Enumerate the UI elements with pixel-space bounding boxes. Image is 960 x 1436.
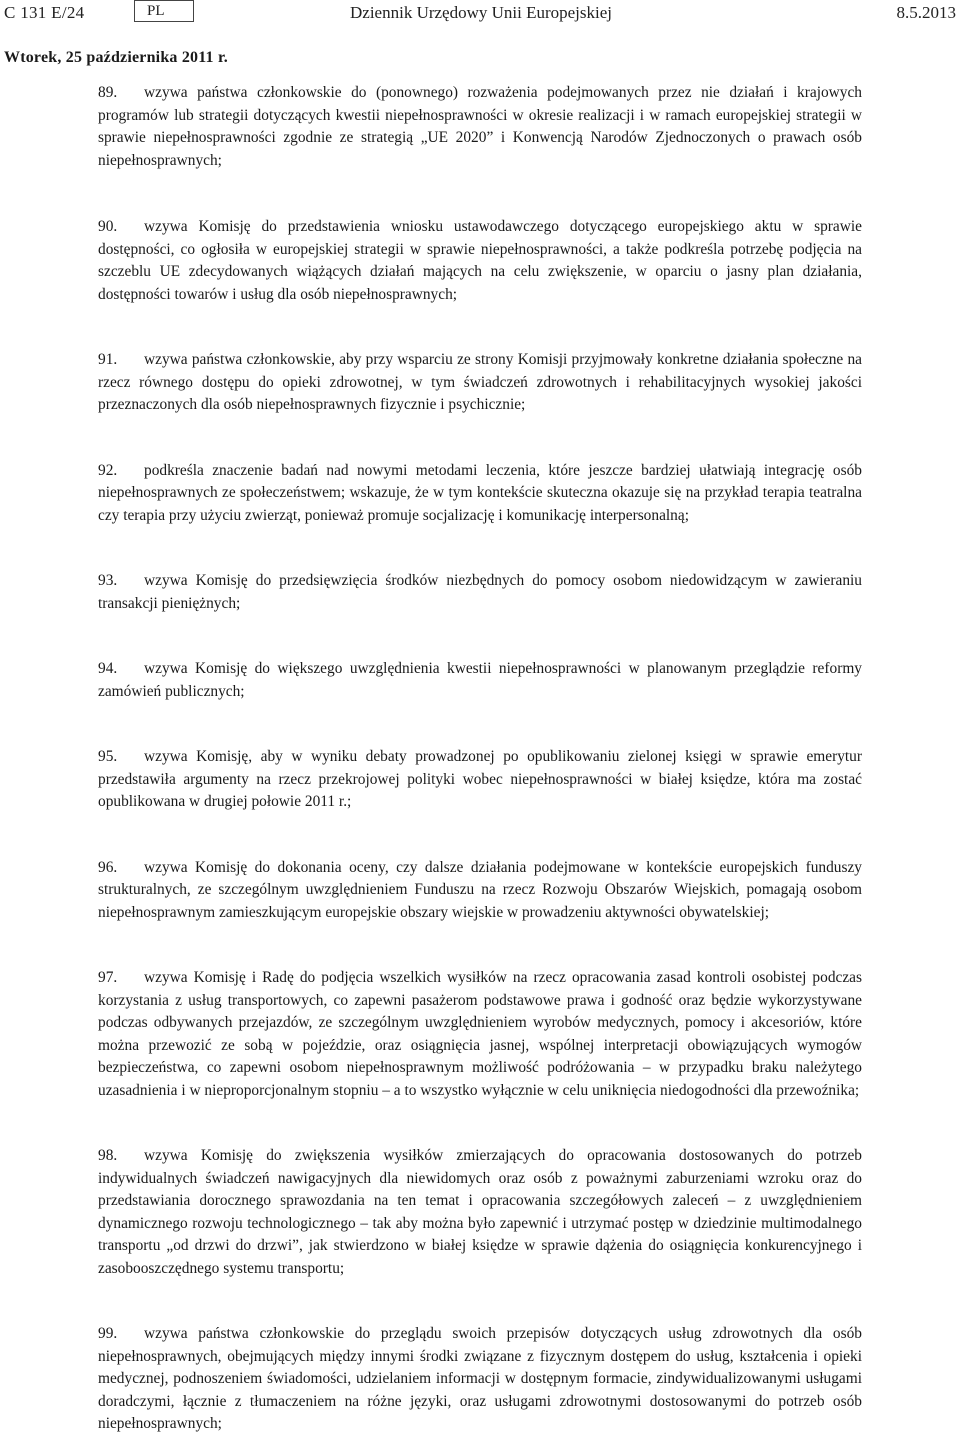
paragraph-number: 94. bbox=[98, 660, 118, 677]
paragraph-text: wzywa państwa członkowskie do przeglądu swoich przepisów dotyczących usług zdrowotnych dla osób niepełnosprawnych, obejmujących między innymi środki związane z fizycznym dostępem do usług, kształcenia i opieki medycznej, podnoszeniem świadomości, udzielaniem informacji w dostępnym formacie, zindywidualizowanymi usługami doradczymi, łącznie z tłumaczeniem na różne języki, oraz usługami zdrowotnymi dostosowanymi do potrzeb osób niepełnosprawnych; bbox=[98, 1325, 862, 1432]
paragraph-99 bbox=[98, 1323, 862, 1436]
paragraph-number: 95. bbox=[98, 748, 118, 765]
paragraph-89 bbox=[98, 82, 862, 172]
paragraph-number: 93. bbox=[98, 572, 118, 589]
paragraph-90 bbox=[98, 216, 862, 306]
sitting-date: Wtorek, 25 października 2011 r. bbox=[4, 49, 228, 66]
paragraph-91 bbox=[98, 349, 862, 417]
paragraph-number: 92. bbox=[98, 461, 118, 479]
paragraph-number: 90. bbox=[98, 218, 118, 235]
document-body bbox=[98, 82, 862, 1436]
paragraph-text: wzywa państwa członkowskie do (ponownego) rozważenia podejmowanych przez nie działań i krajowych programów lub strategii dotyczących kwestii niepełnosprawności w okresie realizacji i w ramach europejskiej strategii w sprawie niepełnosprawności zgodnie ze strategią „UE 2020” i Konwencją Narodów Zjednoczonych o prawach osób niepełnosprawnych; bbox=[98, 84, 862, 169]
paragraph-number: 91. bbox=[98, 351, 118, 368]
page-header bbox=[0, 0, 960, 30]
paragraph-text: wzywa Komisję do większego uwzględnienia kwestii niepełnosprawności w planowanym przeglądzie reformy zamówień publicznych; bbox=[98, 660, 862, 700]
paragraph-number: 96. bbox=[98, 858, 118, 876]
paragraph-text: podkreśla znaczenie badań nad nowymi metodami leczenia, które jeszcze bardziej ułatwiają integrację osób niepełnosprawnych ze społeczeństwem; wskazuje, że w tym kontekście skuteczna okazuje się na przykład terapia teatralna czy terapia przy użyciu zwierząt, ponieważ promuje socjalizację i komunikację interpersonalną; bbox=[98, 461, 862, 524]
paragraph-97 bbox=[98, 967, 862, 1102]
paragraph-text: wzywa Komisję do przedstawienia wniosku ustawodawczego dotyczącego europejskiego aktu w sprawie dostępności, co ogłosiła w europejskiej strategii w sprawie niepełnosprawności, a także podkreśla potrzebę podjęcia na szczeblu UE zdecydowanych wiążących działań mających na celu zwiększenie, w oparciu o jasny plan działania, dostępności towarów i usług dla osób niepełnosprawnych; bbox=[98, 218, 862, 303]
paragraph-text: wzywa Komisję i Radę do podjęcia wszelkich wysiłków na rzecz opracowania zasad kontroli osobistej podczas korzystania z usług transportowych, co zapewni pasażerom podstawowe prawa i godność oraz będzie wykorzystywane podczas odbywanych przejazdów, ze szczególnym uwzględnieniem wyrobów medycznych, pomocy i akcesoriów, które można przewozić ze sobą w pojeździe, oraz osiągnięcia jasnej, wspólnej interpretacji obowiązujących wymogów bezpieczeństwa, co zapewni osobom niepełnosprawnym możliwość podróżowania – w przypadku braku należytego uzasadnienia i w nieproporcjonalnym stopniu – a to wszystko wyłącznie w celu uniknięcia niedogodności dla przewoźnika; bbox=[98, 969, 862, 1099]
paragraph-98 bbox=[98, 1145, 862, 1280]
language-badge: PL bbox=[134, 0, 194, 22]
paragraph-number: 97. bbox=[98, 969, 118, 986]
publication-date: 8.5.2013 bbox=[896, 3, 956, 22]
journal-reference: C 131 E/24 bbox=[4, 3, 85, 22]
paragraph-94 bbox=[98, 658, 862, 703]
paragraph-number: 89. bbox=[98, 84, 118, 101]
paragraph-number: 99. bbox=[98, 1325, 118, 1342]
paragraph-95 bbox=[98, 746, 862, 814]
paragraph-number: 98. bbox=[98, 1147, 118, 1164]
paragraph-text: wzywa Komisję do przedsięwzięcia środków niezbędnych do pomocy osobom niedowidzącym w zawieraniu transakcji pieniężnych; bbox=[98, 572, 862, 612]
paragraph-text: wzywa państwa członkowskie, aby przy wsparciu ze strony Komisji przyjmowały konkretne działania społeczne na rzecz równego dostępu do opieki zdrowotnej, w tym świadczeń zdrowotnych i rehabilitacyjnych wysokiej jakości przeznaczonych dla osób niepełnosprawnych fizycznie i psychicznie; bbox=[98, 351, 862, 413]
paragraph-text: wzywa Komisję, aby w wyniku debaty prowadzonej po opublikowaniu zielonej księgi w sprawie emerytur przedstawiła argumenty na rzecz przekrojowej polityki wobec niepełnosprawności w białej księdze, która ma zostać opublikowana w drugiej połowie 2011 r.; bbox=[98, 748, 862, 810]
paragraph-text: wzywa Komisję do zwiększenia wysiłków zmierzających do opracowania dostosowanych do potrzeb indywidualnych świadczeń nawigacyjnych dla niewidomych oraz osób z poważnymi zaburzeniami wzroku oraz do przedstawiania dorocznego sprawozdania na ten temat i opracowania szczegółowych zaleceń – z uwzględnieniem dynamicznego rozwoju technologicznego – tak aby można było zapewnić i utrzymać postęp w dziedzinie multimodalnego transportu „od drzwi do drzwi”, jak stwierdzono w białej księdze w sprawie dążenia do osiągnięcia konkurencyjnego i zasobooszczędnego systemu transportu; bbox=[98, 1147, 862, 1277]
paragraph-text: wzywa Komisję do dokonania oceny, czy dalsze działania podejmowane w kontekście europejskich funduszy strukturalnych, ze szczególnym uwzględnieniem Funduszu na rzecz Rozwoju Obszarów Wiejskich, pomagają osobom niepełnosprawnym zamieszkującym europejskie obszary wiejskie w prowadzeniu aktywności obywatelskiej; bbox=[98, 858, 862, 921]
paragraph-93 bbox=[98, 570, 862, 615]
paragraph-92 bbox=[98, 460, 862, 528]
journal-title: Dziennik Urzędowy Unii Europejskiej bbox=[350, 3, 613, 22]
paragraph-96 bbox=[98, 857, 862, 925]
